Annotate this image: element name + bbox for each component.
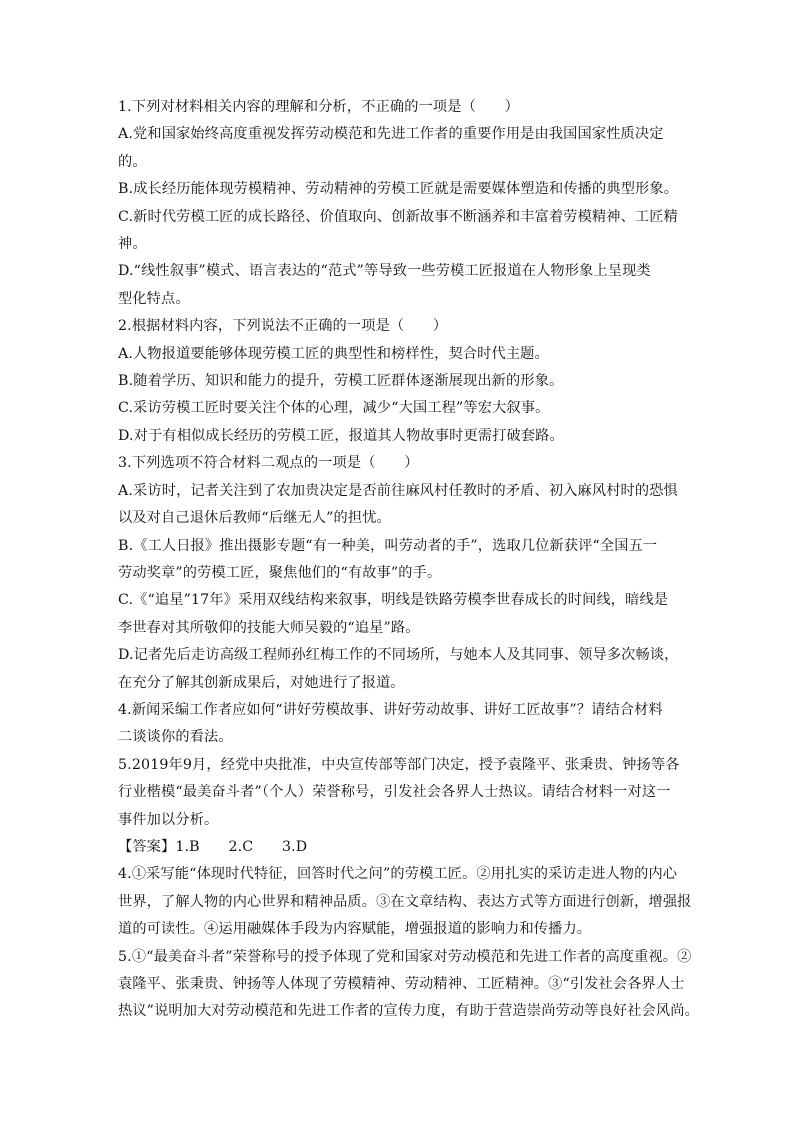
- question-5-stem-continued-2: 事件加以分析。: [118, 811, 219, 828]
- question-3-option-a-continued: 以及对自己退休后教师“后继无人”的担忧。: [118, 510, 391, 527]
- question-4-stem: 4.新闻采编工作者应如何“讲好劳模故事、讲好劳动故事、讲好工匠故事”？请结合材料: [118, 701, 663, 718]
- question-1-option-c: C.新时代劳模工匠的成长路径、价值取向、创新故事不断涵养和丰富着劳模精神、工匠精: [118, 208, 678, 225]
- question-1-option-c-continued: 神。: [118, 236, 147, 253]
- question-2-option-b: B.随着学历、知识和能力的提升，劳模工匠群体逐渐展现出新的形象。: [118, 373, 564, 390]
- answer-5-line-3: 热议”说明加大对劳动模范和先进工作者的宣传力度，有助于营造崇尚劳动等良好社会风尚。: [118, 1003, 699, 1020]
- answer-4-line-2: 世界，了解人物的内心世界和精神品质。③在文章结构、表达方式等方面进行创新，增强报: [118, 893, 692, 910]
- question-4-stem-continued: 二谈谈你的看法。: [118, 729, 233, 746]
- question-1-option-b: B.成长经历能体现劳模精神、劳动精神的劳模工匠就是需要媒体塑造和传播的典型形象。: [118, 181, 679, 198]
- question-2-option-d: D.对于有相似成长经历的劳模工匠，报道其人物故事时更需打破套路。: [118, 427, 564, 444]
- question-5-stem-continued-1: 行业楷模“最美奋斗者”（个人）荣誉称号，引发社会各界人士热议。请结合材料一对这一: [118, 784, 671, 801]
- question-2-option-c: C.采访劳模工匠时要关注个体的心理，减少“大国工程”等宏大叙事。: [118, 400, 550, 417]
- answer-summary: 【答案】1.B 2.C 3.D: [118, 838, 308, 855]
- question-3-option-b-continued: 劳动奖章”的劳模工匠，聚焦他们的“有故事”的手。: [118, 564, 442, 581]
- question-3-option-d: D.记者先后走访高级工程师孙红梅工作的不同场所，与她本人及其同事、领导多次畅谈，: [118, 647, 679, 664]
- answer-5-line-2: 袁隆平、张秉贵、钟扬等人体现了劳模精神、劳动精神、工匠精神。③“引发社会各界人士: [118, 976, 685, 992]
- question-3-option-b: B.《工人日报》推出摄影专题“有一种美，叫劳动者的手”，选取几位新获评“全国五一: [118, 537, 658, 554]
- question-3-option-d-continued: 在充分了解其创新成果后，对她进行了报道。: [118, 674, 405, 691]
- question-3-option-c: C.《“追星”17年》采用双线结构来叙事，明线是铁路劳模李世春成长的时间线，暗线是: [118, 592, 669, 609]
- question-5-stem: 5.2019年9月，经党中央批准，中央宣传部等部门决定，授予袁隆平、张秉贵、钟扬等各: [118, 756, 680, 773]
- question-2-stem: 2.根据材料内容，下列说法不正确的一项是（ ）: [118, 318, 448, 335]
- answer-4-line-1: 4.①采写能“体现时代特征，回答时代之问”的劳模工匠。②用扎实的采访走进人物的内心: [118, 866, 678, 883]
- answer-4-line-3: 道的可读性。④运用融媒体手段为内容赋能，增强报道的影响力和传播力。: [118, 921, 592, 938]
- question-1-option-d: D.“线性叙事”模式、语言表达的“范式”等导致一些劳模工匠报道在人物形象上呈现类: [118, 263, 651, 280]
- document-body: [118, 94, 699, 1026]
- question-3-stem: 3.下列选项不符合材料二观点的一项是（ ）: [118, 455, 419, 472]
- question-1-stem: 1.下列对材料相关内容的理解和分析，不正确的一项是（ ）: [118, 99, 519, 115]
- question-1-option-a-continued: 的。: [118, 153, 147, 170]
- question-2-option-a: A.人物报道要能够体现劳模工匠的典型性和榜样性，契合时代主题。: [118, 345, 549, 362]
- question-1-option-a: A.党和国家始终高度重视发挥劳动模范和先进工作者的重要作用是由我国国家性质决定: [118, 126, 664, 143]
- question-3-option-a: A.采访时，记者关注到了农加贵决定是否前往麻风村任教时的矛盾、初入麻风村时的恐惧: [118, 482, 678, 499]
- question-3-option-c-continued: 李世春对其所敬仰的技能大师吴毅的“追星”路。: [118, 619, 420, 636]
- question-1-option-d-continued: 型化特点。: [118, 290, 190, 307]
- answer-5-line-1: 5.①“最美奋斗者”荣誉称号的授予体现了党和国家对劳动模范和先进工作者的高度重视。②: [118, 948, 692, 965]
